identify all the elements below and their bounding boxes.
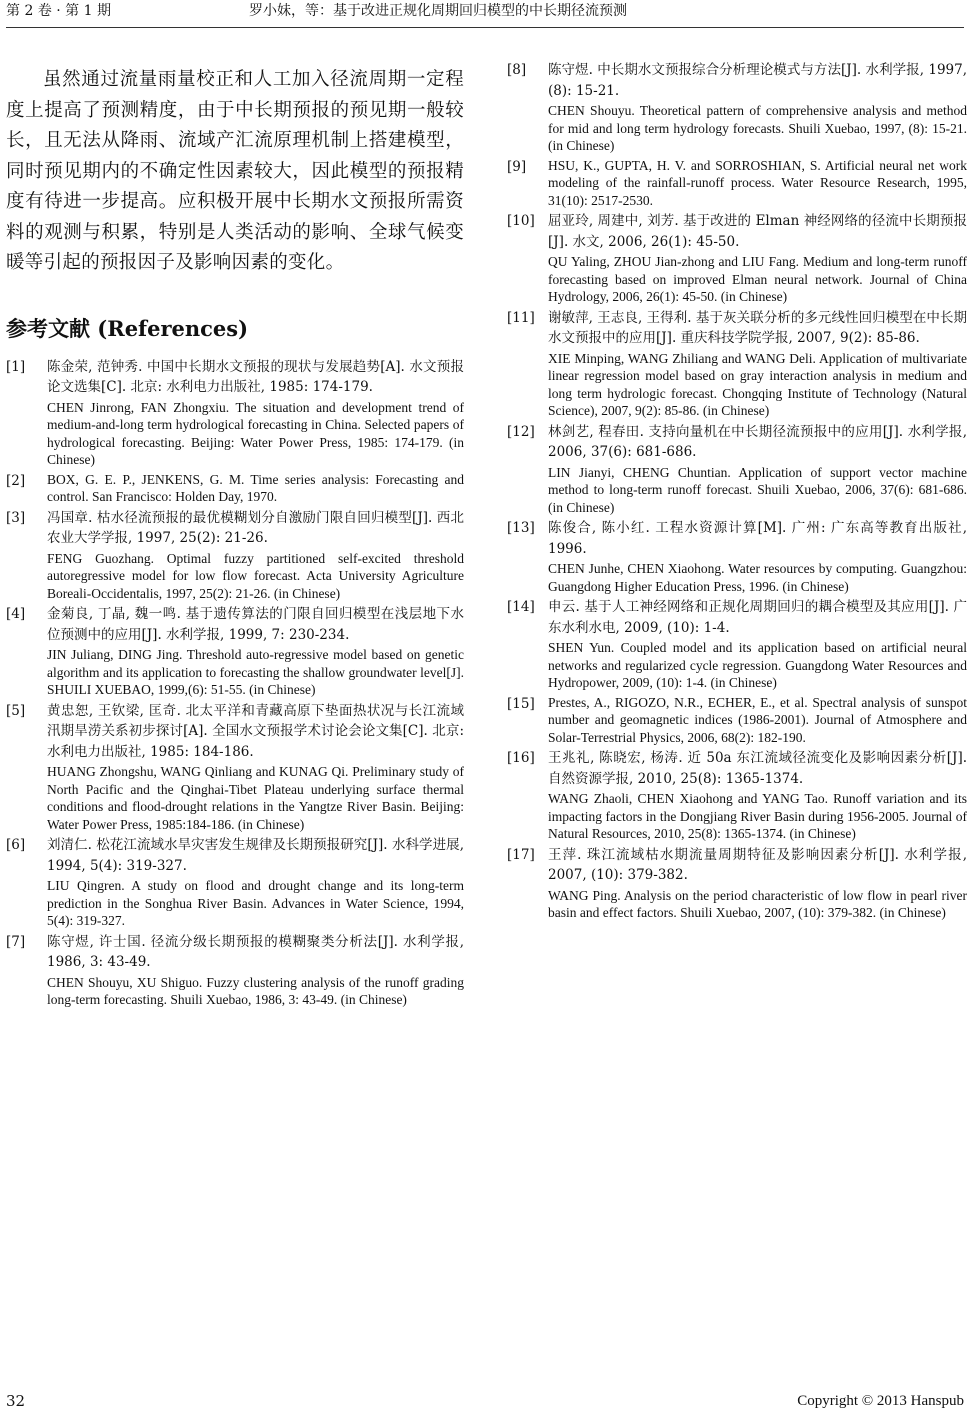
reference-text-chinese: 黄忠恕, 王钦梁, 匡奇. 北太平洋和青藏高原下垫面热状况与长江流域汛期旱涝关系初步探讨[A]. 全国水文预报学术讨论会论文集[C]. 北京: 水利电力出版社, 1985: 184-186. [47, 702, 464, 760]
reference-text-chinese: 申云. 基于人工神经网络和正规化周期回归的耦合模型及其应用[J]. 广东水利水电, 2009, (10): 1-4. [548, 599, 967, 636]
reference-number: [11] [507, 309, 535, 326]
page-number: 32 [6, 1392, 26, 1410]
reference-item [6, 357, 464, 469]
reference-item [507, 308, 967, 420]
reference-item [6, 604, 464, 699]
reference-item [507, 597, 967, 692]
reference-number: [14] [507, 599, 535, 615]
references-heading: 参考文献 (References) [6, 315, 249, 341]
reference-text-chinese: 刘清仁. 松花江流域水旱灾害发生规律及长期预报研究[J]. 水科学进展, 1994, 5(4): 319-327. [47, 837, 464, 874]
reference-item [6, 508, 464, 603]
reference-number: [8] [507, 62, 527, 78]
reference-text-english: CHEN Jinrong, FAN Zhongxiu. The situation and development trend of medium-and-long term hydrological forecasting in China. Selected papers of hydrological forecasting. Beijing: Water Power Press, 1985: 174-179. (in Chinese) [47, 399, 464, 467]
reference-text-chinese: 陈金荣, 范钟秀. 中国中长期水文预报的现状与发展趋势[A]. 水文预报论文选集[C]. 北京: 水利电力出版社, 1985: 174-179. [47, 358, 464, 395]
right-column [507, 60, 967, 924]
reference-number: [10] [507, 213, 535, 229]
running-header [6, 0, 964, 28]
reference-text-english: BOX, G. E. P., JENKENS, G. M. Time series analysis: Forecasting and control. San Francisco: Holden Day, 1970. [47, 471, 464, 504]
reference-item [507, 518, 967, 595]
reference-text-chinese: 陈俊合, 陈小红. 工程水资源计算[M]. 广州: 广东高等教育出版社, 1996. [548, 520, 967, 557]
reference-number: [7] [6, 933, 26, 950]
reference-text-english: FENG Guozhang. Optimal fuzzy partitioned self-excited threshold autoregressive model for low flow forecast. Acta University Agriculture Boreali-Occidentalis, 1997, 25(2): 21-26. (in Chinese) [47, 550, 464, 601]
reference-item [6, 471, 464, 506]
reference-text-chinese: 金菊良, 丁晶, 魏一鸣. 基于遗传算法的门限自回归模型在浅层地下水位预测中的应用[J]. 水利学报, 1999, 7: 230-234. [47, 606, 464, 643]
reference-text-english: WANG Zhaoli, CHEN Xiaohong and YANG Tao. Runoff variation and its impacting factors in the Dongjiang River Basin during 1956-2005. Journal of Natural Resources, 2010, 25(8): 1365-1374. (in Chinese) [548, 791, 967, 841]
reference-number: [12] [507, 423, 535, 440]
reference-item [6, 701, 464, 834]
reference-text-english: LIN Jianyi, CHENG Chuntian. Application of support vector machine method to long-term runoff forecast. Shuili Xuebao, 2006, 37(6): 681-686. (in Chinese) [548, 464, 967, 515]
reference-text-english: Prestes, A., RIGOZO, N.R., ECHER, E., et al. Spectral analysis of sunspot number and geomagnetic indices (1986-2001). Journal of Atmosphere and Solar-Terrestrial Physics, 2006, 68(2): 182-190. [548, 694, 967, 745]
reference-number: [17] [507, 846, 535, 863]
reference-text-english: HSU, K., GUPTA, H. V. and SORROSHIAN, S. Artificial neural net work modeling of the rainfall-runoff process. Water Resource Research, 1995, 31(10): 2517-2530. [548, 157, 967, 208]
reference-number: [3] [6, 509, 26, 526]
conclusion-paragraph: 虽然通过流量雨量校正和人工加入径流周期一定程度上提高了预测精度，由于中长期预报的预见期一般较长，且无法从降雨、流域产汇流原理机制上搭建模型，同时预见期内的不确定性因素较大，因此模型的预报精度有待进一步提高。应积极开展中长期水文预报所需资料的观测与积累，特别是人类活动的影响、全球气候变暖等引起的预报因子及影响因素的变化。 [6, 69, 464, 273]
reference-number: [2] [6, 472, 26, 489]
reference-item [507, 422, 967, 517]
reference-number: [5] [6, 702, 26, 719]
reference-item [6, 932, 464, 1009]
reference-item [507, 157, 967, 210]
reference-text-chinese: 王兆礼, 陈晓宏, 杨涛. 近 50a 东江流域径流变化及影响因素分析[J]. 自然资源学报, 2010, 25(8): 1365-1374. [548, 750, 967, 787]
reference-item [507, 845, 967, 922]
reference-text-english: JIN Juliang, DING Jing. Threshold auto-regressive model based on genetic algorithm and its application to forecasting the shallow groundwater level[J]. SHUILI XUEBAO, 1999,(6): 51-55. (in Chinese) [47, 647, 464, 697]
reference-number: [1] [6, 358, 26, 375]
reference-text-english: CHEN Shouyu, XU Shiguo. Fuzzy clustering analysis of the runoff grading long-term forecasting. Shuili Xuebao, 1986, 3: 43-49. (in Chinese) [47, 974, 464, 1007]
reference-item [507, 211, 967, 306]
reference-item [507, 60, 967, 155]
reference-number: [15] [507, 695, 535, 712]
reference-number: [9] [507, 158, 527, 175]
reference-item [6, 835, 464, 930]
reference-text-chinese: 冯国章. 枯水径流预报的最优模糊划分自激励门限自回归模型[J]. 西北农业大学学报, 1997, 25(2): 21-26. [47, 509, 464, 546]
reference-number: [13] [507, 520, 535, 536]
reference-text-chinese: 王萍. 珠江流域枯水期流量周期特征及影响因素分析[J]. 水利学报, 2007, (10): 379-382. [548, 846, 967, 883]
reference-text-english: CHEN Shouyu. Theoretical pattern of comprehensive analysis and method for mid and long term hydrology forecasts. Shuili Xuebao, 1997, (8): 15-21. (in Chinese) [548, 103, 967, 153]
reference-text-english: LIU Qingren. A study on flood and drought change and its long-term prediction in the Songhua River Basin. Advances in Water Science, 1994, 5(4): 319-327. [47, 878, 464, 928]
reference-list-right [507, 60, 967, 922]
reference-item [507, 694, 967, 747]
reference-number: [16] [507, 750, 535, 766]
reference-text-chinese: 林剑艺, 程春田. 支持向量机在中长期径流预报中的应用[J]. 水利学报, 2006, 37(6): 681-686. [548, 423, 967, 460]
copyright: Copyright © 2013 Hanspub [797, 1393, 964, 1409]
reference-text-english: QU Yaling, ZHOU Jian-zhong and LIU Fang. Medium and long-term runoff forecasting based on improved Elman neural network. Journal of China Hydrology, 2006, 26(1): 45-50. (in Chinese) [548, 254, 967, 304]
reference-text-chinese: 陈守煜. 中长期水文预报综合分析理论模式与方法[J]. 水利学报, 1997, (8): 15-21. [548, 62, 967, 99]
reference-list-left [6, 357, 464, 1009]
reference-item [507, 748, 967, 843]
reference-text-chinese: 谢敏萍, 王志良, 王得利. 基于灰关联分析的多元线性回归模型在中长期水文预报中的应用[J]. 重庆科技学院学报, 2007, 9(2): 85-86. [548, 309, 967, 346]
reference-number: [6] [6, 837, 26, 853]
reference-text-english: HUANG Zhongshu, WANG Qinliang and KUNAG Qi. Preliminary study of North Pacific and the Qinghai-Tibet Plateau underlying surface thermal conditions and flood-drought relations in the Yangtze River Basin. Beijing: Water Power Press, 1985:184-186. (in Chinese) [47, 764, 464, 832]
reference-text-chinese: 屈亚玲, 周建中, 刘芳. 基于改进的 Elman 神经网络的径流中长期预报[J]. 水文, 2006, 26(1): 45-50. [548, 213, 967, 250]
reference-text-english: SHEN Yun. Coupled model and its application based on artificial neural networks and regularized cycle regression. Guangdong Water Resources and Hydropower, 2009, (10): 1-4. (in Chinese) [548, 640, 967, 690]
volume-issue: 第 2 卷 · 第 1 期 [6, 3, 111, 19]
reference-text-english: CHEN Junhe, CHEN Xiaohong. Water resources by computing. Guangzhou: Guangdong Higher Education Press, 1996. (in Chinese) [548, 561, 967, 594]
reference-text-english: WANG Ping. Analysis on the period characteristic of low flow in pearl river basin and effect factors. Shuili Xuebao, 2007, (10): 379-382. (in Chinese) [548, 887, 967, 920]
reference-number: [4] [6, 606, 26, 622]
reference-text-english: XIE Minping, WANG Zhiliang and WANG Deli. Application of multivariate linear regression model based on gray interaction analysis in medium and long term hydrologic forecast. Chongqing Institute of Technology (Natural Science), 2007, 9(2): 85-86. (in Chinese) [548, 350, 967, 418]
running-title: 罗小妹，等：基于改进正规化周期回归模型的中长期径流预测 [249, 3, 627, 19]
reference-text-chinese: 陈守煜, 许士国. 径流分级长期预报的模糊聚类分析法[J]. 水利学报, 1986, 3: 43-49. [47, 933, 464, 970]
left-column [6, 65, 464, 1011]
